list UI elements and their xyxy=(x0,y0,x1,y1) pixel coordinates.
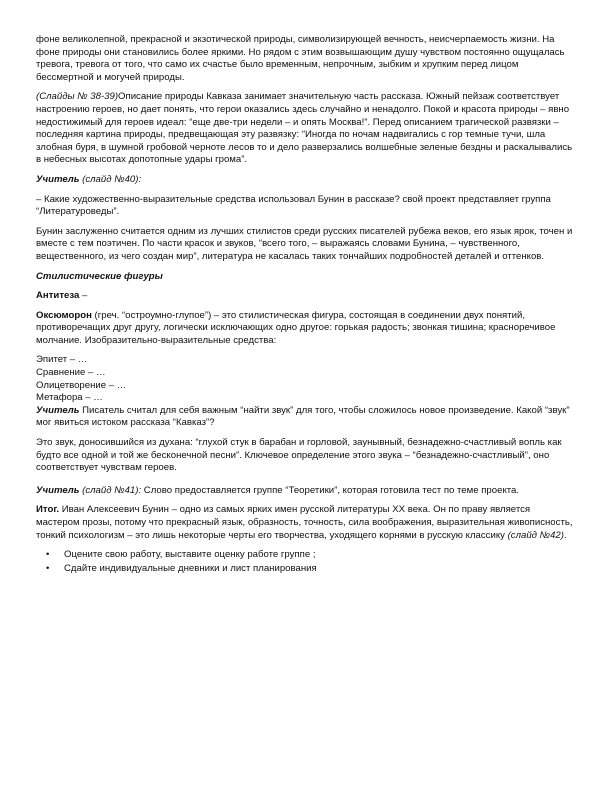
device-comparison: Сравнение – … xyxy=(36,367,106,379)
list-item-text: Сдайте индивидуальные дневники и лист планирования xyxy=(64,562,317,574)
document-page xyxy=(36,34,576,576)
teacher-line-slide-40 xyxy=(36,174,576,187)
list-item-text: Оцените свою работу, выставите оценку работе группе ; xyxy=(64,549,316,561)
summary-paragraph xyxy=(36,504,576,542)
antithesis-rest: – xyxy=(79,290,88,302)
teacher-line-slide-41 xyxy=(36,485,576,498)
device-metaphor: Метафора – … xyxy=(36,392,103,404)
paragraph-caucasus-nature xyxy=(36,91,576,167)
device-epithet: Эпитет – … xyxy=(36,354,88,366)
teacher-label: Учитель xyxy=(36,484,80,496)
summary-label: Итог. xyxy=(36,504,60,516)
slide-reference: (слайд №40): xyxy=(79,173,142,185)
teacher-text: Слово предоставляется группе “Теоретики”, которая готовила тест по теме проекта. xyxy=(141,484,520,496)
teacher-text: Писатель считал для себя важным “найти звук” для того, чтобы сложилось новое произведение. Какой “звук” мог явиться истоком рассказа “Кавказ”? xyxy=(36,404,570,429)
bullet-icon: • xyxy=(46,562,50,574)
slide-reference: (слайд №41): xyxy=(79,484,142,496)
bullet-icon: • xyxy=(46,549,50,561)
stylistic-figures-heading: Стилистические фигуры xyxy=(36,270,163,282)
paragraph-bunin-style: Бунин заслуженно считается одним из лучших стилистов среди русских писателей рубежа веков, его язык ярок, точен и вместе с тем поэтичен. По части красок и звуков, “всего того, – выражаясь словами Бунина, – чувственного, вещественного, из чего создан мир”, литература не касалась таких тончайших подробностей деталей и оттенков. xyxy=(36,225,573,262)
summary-text: Иван Алексеевич Бунин – одно из самых ярких имен русской литературы XX века. Он по праву является мастером прозы, потому что прекрасный язык, образность, точность, сила воображения, выразительная живописность, тонкий психологизм – это лишь некоторые черты его творчества, уходящего корнями в русскую классику xyxy=(36,504,573,541)
slides-reference: (Слайды № 38-39) xyxy=(36,91,119,103)
teacher-label: Учитель xyxy=(36,173,80,185)
question-expressive-means: – Какие художественно-выразительные средства использовал Бунин в рассказе? свой проект представляет группа “Литературоведы”. xyxy=(36,193,551,218)
device-personification: Олицетворение – … xyxy=(36,379,127,391)
slide-reference: (слайд №42) xyxy=(507,529,564,541)
antithesis-term: Антитеза xyxy=(36,290,80,302)
list-item xyxy=(46,562,576,576)
paragraph-text: Описание природы Кавказа занимает значительную часть рассказа. Южный пейзаж соответствует настроению героев, но дает понять, что герои оказались здесь случайно и ненадолго. Покой и красота природы – явно недостижимый для героев идеал: “еще две-три недели – и опять Москва!”. Перед описанием трагической развязки – последняя картина природы, предвещающая эту развязку: “Иногда по ночам надвигались с гор темные тучи, шла злобная буря, в шумной гробовой черноте лесов то и дело разверзались волшебные зеленые бездны и раскалывались в небесных высотах допотопные удары грома”. xyxy=(36,91,573,166)
expressive-devices-list xyxy=(36,354,576,404)
teacher-sound-question xyxy=(36,405,576,430)
antithesis-line xyxy=(36,290,576,303)
oxymoron-term: Оксюморон xyxy=(36,309,92,321)
task-list xyxy=(36,549,576,575)
list-item xyxy=(46,549,576,562)
paragraph-love-nature: фоне великолепной, прекрасной и экзотической природы, символизирующей вечность, неисчерпаемость жизни. На фоне природы они становились более яркими. Но рядом с этим возвышающим душу чувством постоянно ощущалась тревога, тревога от того, что само их счастье было временным, непрочным, зыбким и хрупким перед лицом бессмертной и могучей природы. xyxy=(36,34,565,83)
oxymoron-text: (греч. “остроумно-глупое”) – это стилистическая фигура, состоящая в соединении двух понятий, противоречащих друг другу, логически исключающих одно другое: горькая радость; звонкая тишина; красноречивое молчание. Изобразительно-выразительные средства: xyxy=(36,309,556,346)
paragraph-sound-answer: Это звук, доносившийся из духана: “глухой стук в барабан и горловой, заунывный, безнадежно-счастливый вопль как будто все одной и той же бесконечной песни”. Ключевое определение этого звука – “безнадежно-счастливый”, оно соответствует чувствам героев. xyxy=(36,437,562,474)
summary-end: . xyxy=(563,529,567,541)
teacher-label: Учитель xyxy=(36,404,80,416)
oxymoron-definition xyxy=(36,310,576,348)
